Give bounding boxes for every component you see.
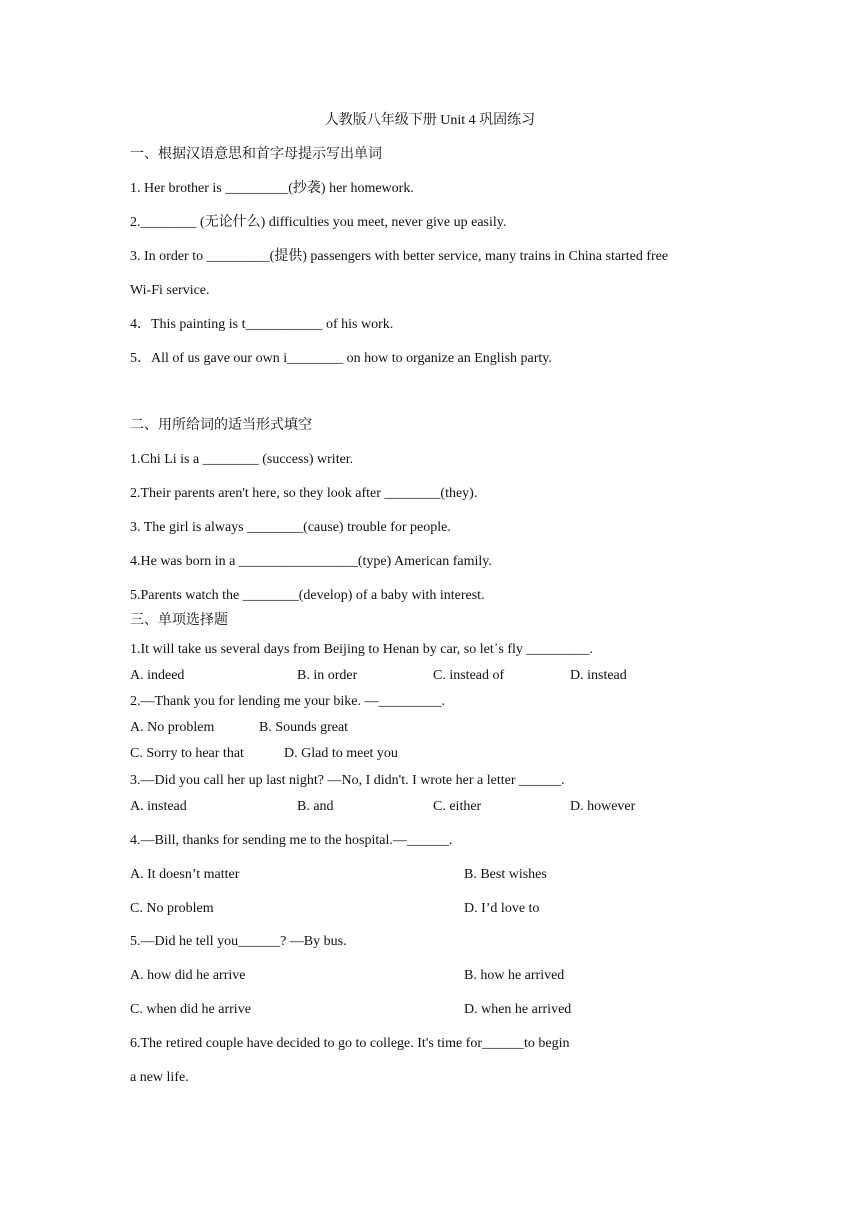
s3-question-2: 2.—Thank you for lending me your bike. —_________. [130,694,445,709]
section1-heading: 一、根据汉语意思和首字母提示写出单词 [130,147,382,162]
s3-question-3: 3.—Did you call her up last night? —No, I didn't. I wrote her a letter ______. [130,773,565,788]
s1-question-5: 5．All of us gave our own i________ on how to organize an English party. [130,351,552,366]
page-title: 人教版八年级下册 Unit 4 巩固练习 [324,113,536,128]
s3-question-1: 1.It will take us several days from Beijing to Henan by car, so let᾽s fly _________. [130,642,593,657]
s3-q1-option-c: C. instead of [433,668,505,683]
s2-question-4: 4.He was born in a _________________(type) American family. [130,554,492,569]
s1-question-3-line2: Wi-Fi service. [130,283,210,298]
s3-question-6-line1: 6.The retired couple have decided to go to college. It's time for______to begin [130,1036,570,1051]
s1-question-1: 1. Her brother is _________(抄袭) her homework. [130,181,414,196]
s3-q5-option-a: A. how did he arrive [130,968,246,983]
s3-q3-option-c: C. either [433,799,482,814]
section3-heading: 三、单项选择题 [130,613,228,628]
s3-q2-option-a: A. No problem [130,720,215,735]
s3-q4-option-a: A. It doesn’t matter [130,867,240,882]
s3-q3-option-a: A. instead [130,799,187,814]
s3-question-4: 4.—Bill, thanks for sending me to the hospital.—______. [130,833,453,848]
s3-q2-option-b: B. Sounds great [259,720,349,735]
s1-question-4: 4．This painting is t___________ of his work. [130,317,394,332]
s3-q4-option-d: D. I’d love to [464,901,540,916]
s2-question-5: 5.Parents watch the ________(develop) of a baby with interest. [130,588,485,603]
s3-q4-option-b: B. Best wishes [464,867,547,882]
s3-q5-option-b: B. how he arrived [464,968,565,983]
s3-q5-option-c: C. when did he arrive [130,1002,251,1017]
s3-q2-option-d: D. Glad to meet you [284,746,398,761]
s3-question-5: 5.—Did he tell you______? —By bus. [130,934,347,949]
s2-question-1: 1.Chi Li is a ________ (success) writer. [130,452,354,467]
s3-q2-option-c: C. Sorry to hear that [130,746,244,761]
s3-q1-option-b: B. in order [297,668,358,683]
s2-question-2: 2.Their parents aren't here, so they look after ________(they). [130,486,478,501]
s3-q5-option-d: D. when he arrived [464,1002,572,1017]
section2-heading: 二、用所给词的适当形式填空 [130,418,312,433]
s2-question-3: 3. The girl is always ________(cause) trouble for people. [130,520,451,535]
s3-q3-option-d: D. however [570,799,636,814]
s3-q1-option-d: D. instead [570,668,627,683]
s3-q4-option-c: C. No problem [130,901,214,916]
s3-q1-option-a: A. indeed [130,668,185,683]
s3-question-6-line2: a new life. [130,1070,189,1085]
s3-q3-option-b: B. and [297,799,334,814]
s1-question-3-line1: 3. In order to _________(提供) passengers with better service, many trains in China started free [130,249,669,264]
s1-question-2: 2.________ (无论什么) difficulties you meet, never give up easily. [130,215,507,230]
